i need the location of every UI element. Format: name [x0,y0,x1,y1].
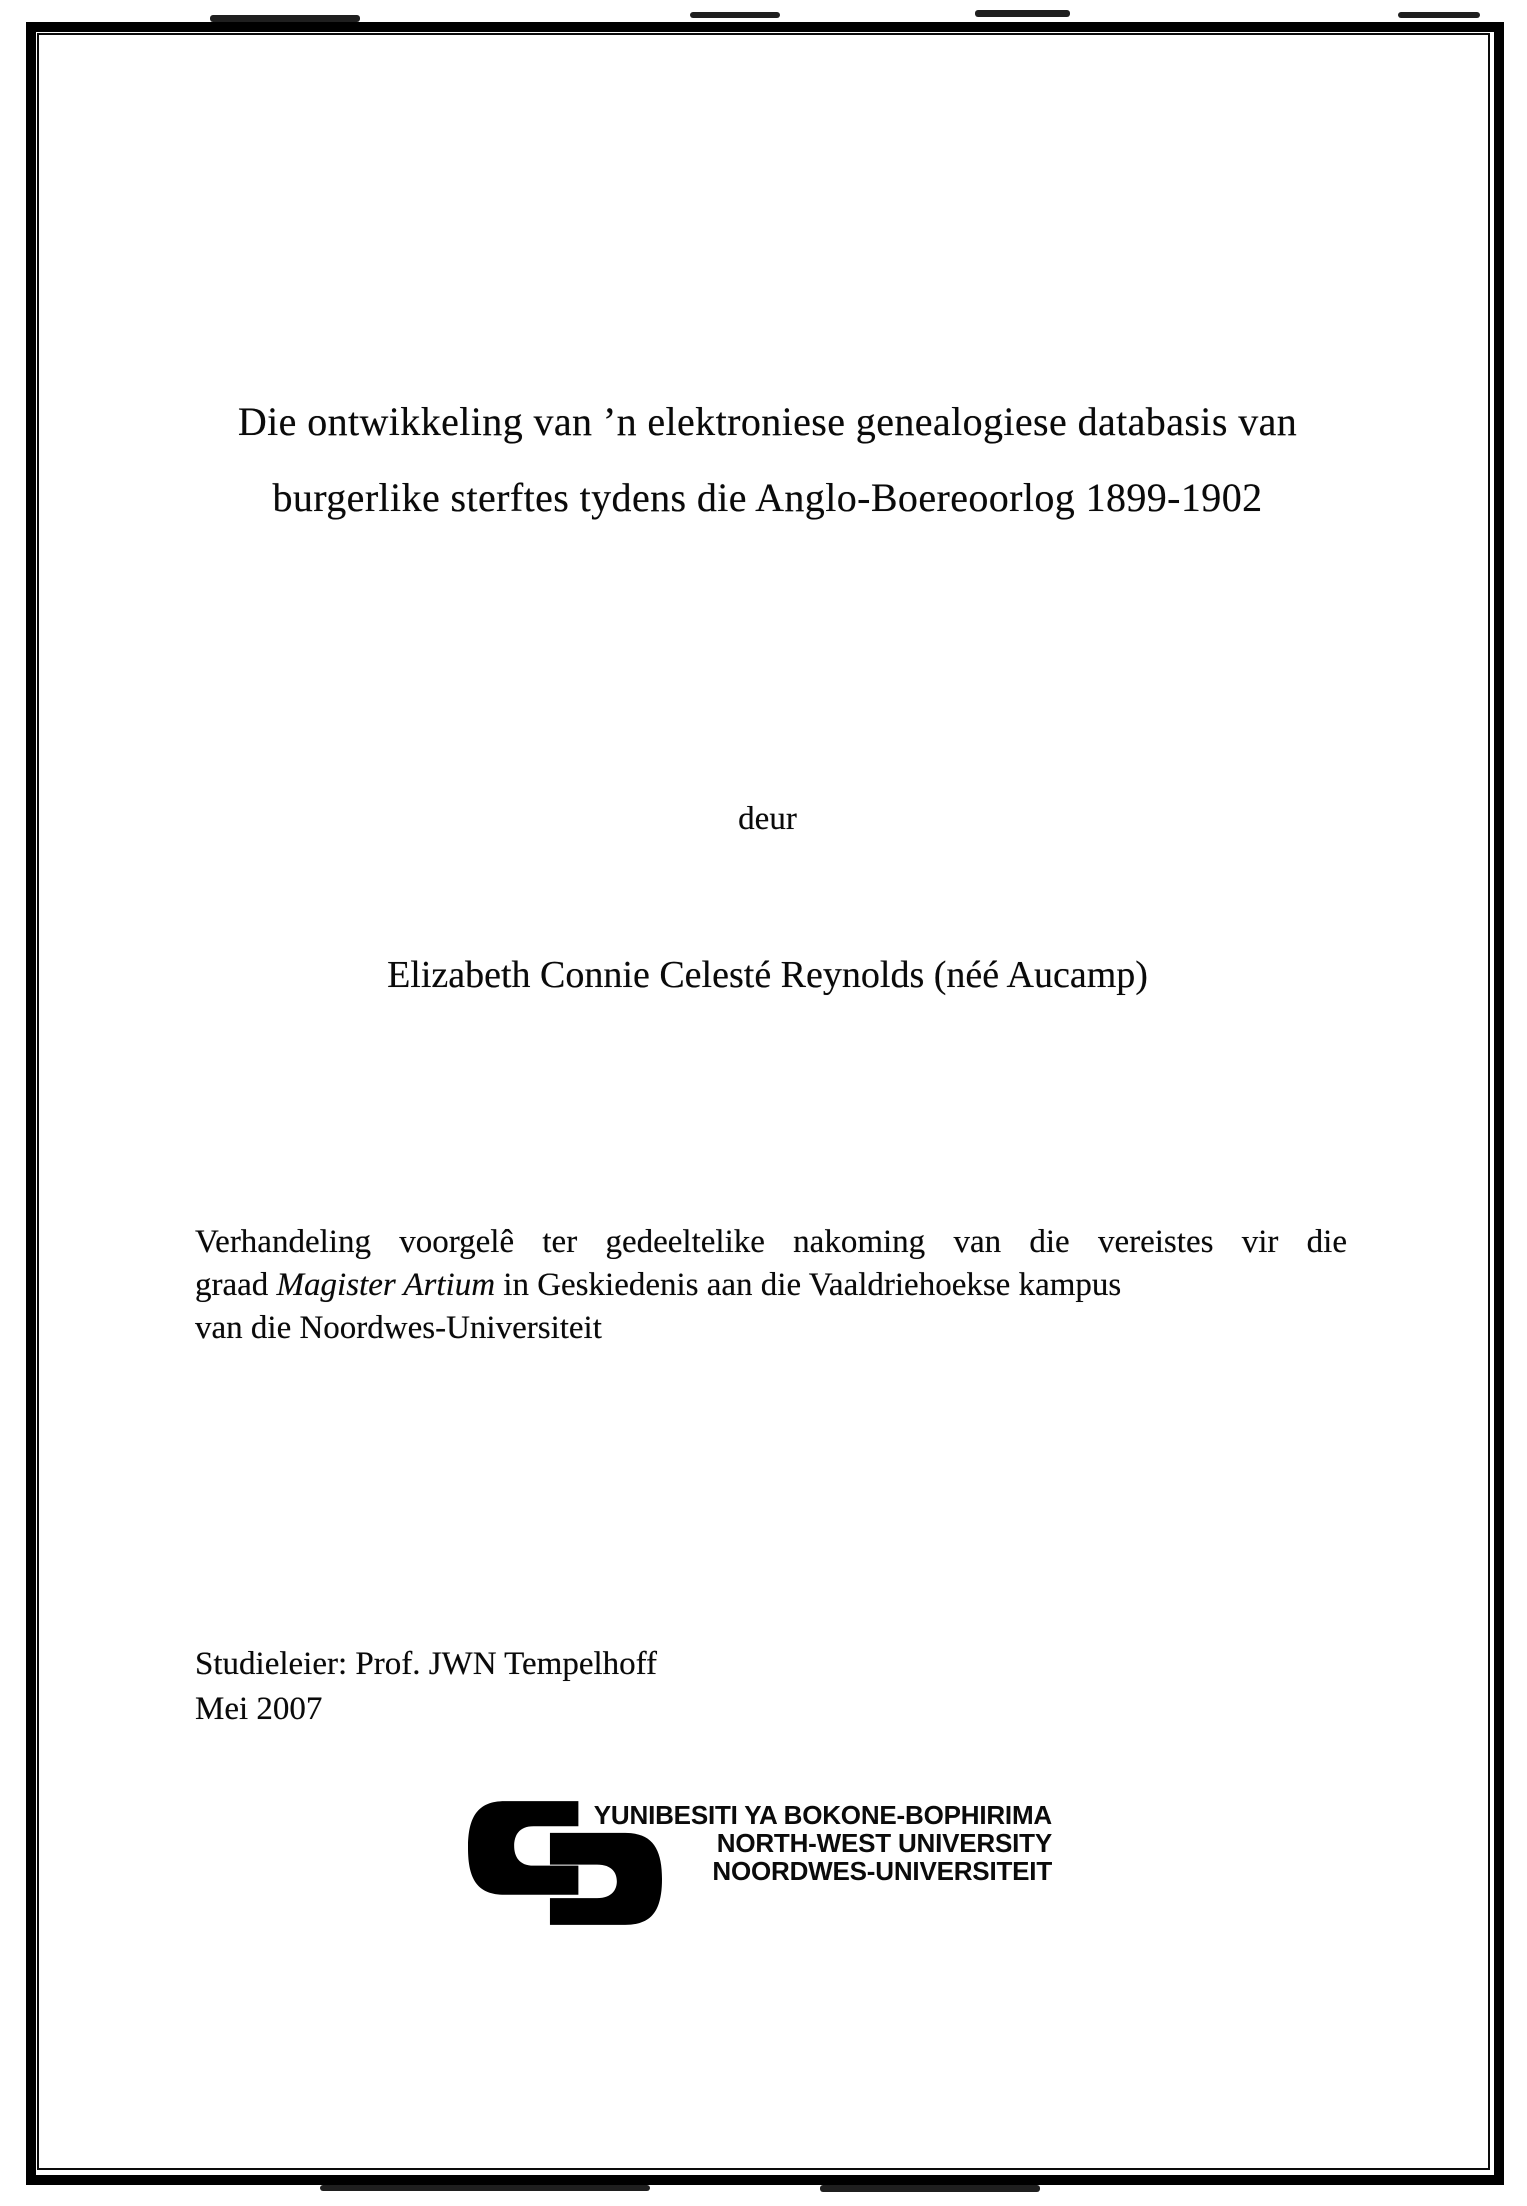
declaration-line1: Verhandeling voorgelê ter gedeeltelike nakoming van die vereistes vir die [195,1224,1347,1260]
byline-deur: deur [738,801,797,837]
scan-artifact [975,10,1070,17]
declaration-line2-post: in Geskiedenis aan die Vaaldriehoekse kampus [495,1267,1122,1303]
declaration-line2 [195,1264,1347,1307]
declaration-line3: van die Noordwes-Universiteit [195,1310,602,1346]
scan-artifact [820,2185,1040,2192]
thesis-title-line1: Die ontwikkeling van ’n elektroniese genealogiese databasis van [237,399,1298,444]
logo-text-line-english: NORTH-WEST UNIVERSITY [716,1828,1052,1858]
author-name: Elizabeth Connie Celesté Reynolds (néé Aucamp) [387,954,1148,996]
degree-declaration [195,1221,1347,1350]
date-line: Mei 2007 [195,1691,323,1727]
university-logo-text [585,1801,1052,1885]
thesis-title-line2: burgerlike sterftes tydens die Anglo-Boereoorlog 1899-1902 [272,475,1263,520]
scan-artifact [690,12,780,18]
scan-artifact [320,2185,650,2191]
logo-text-line-afrikaans: NOORDWES-UNIVERSITEIT [712,1856,1052,1886]
declaration-line2-pre: graad [195,1267,277,1303]
thesis-title [190,384,1345,536]
logo-text-line-setswana: YUNIBESITI YA BOKONE-BOPHIRIMA [593,1800,1052,1830]
scan-artifact [1398,12,1480,18]
degree-name-italic: Magister Artium [276,1267,496,1303]
supervisor-block [195,1642,657,1732]
scan-artifact [210,15,360,22]
supervisor-line: Studieleier: Prof. JWN Tempelhoff [195,1646,658,1682]
